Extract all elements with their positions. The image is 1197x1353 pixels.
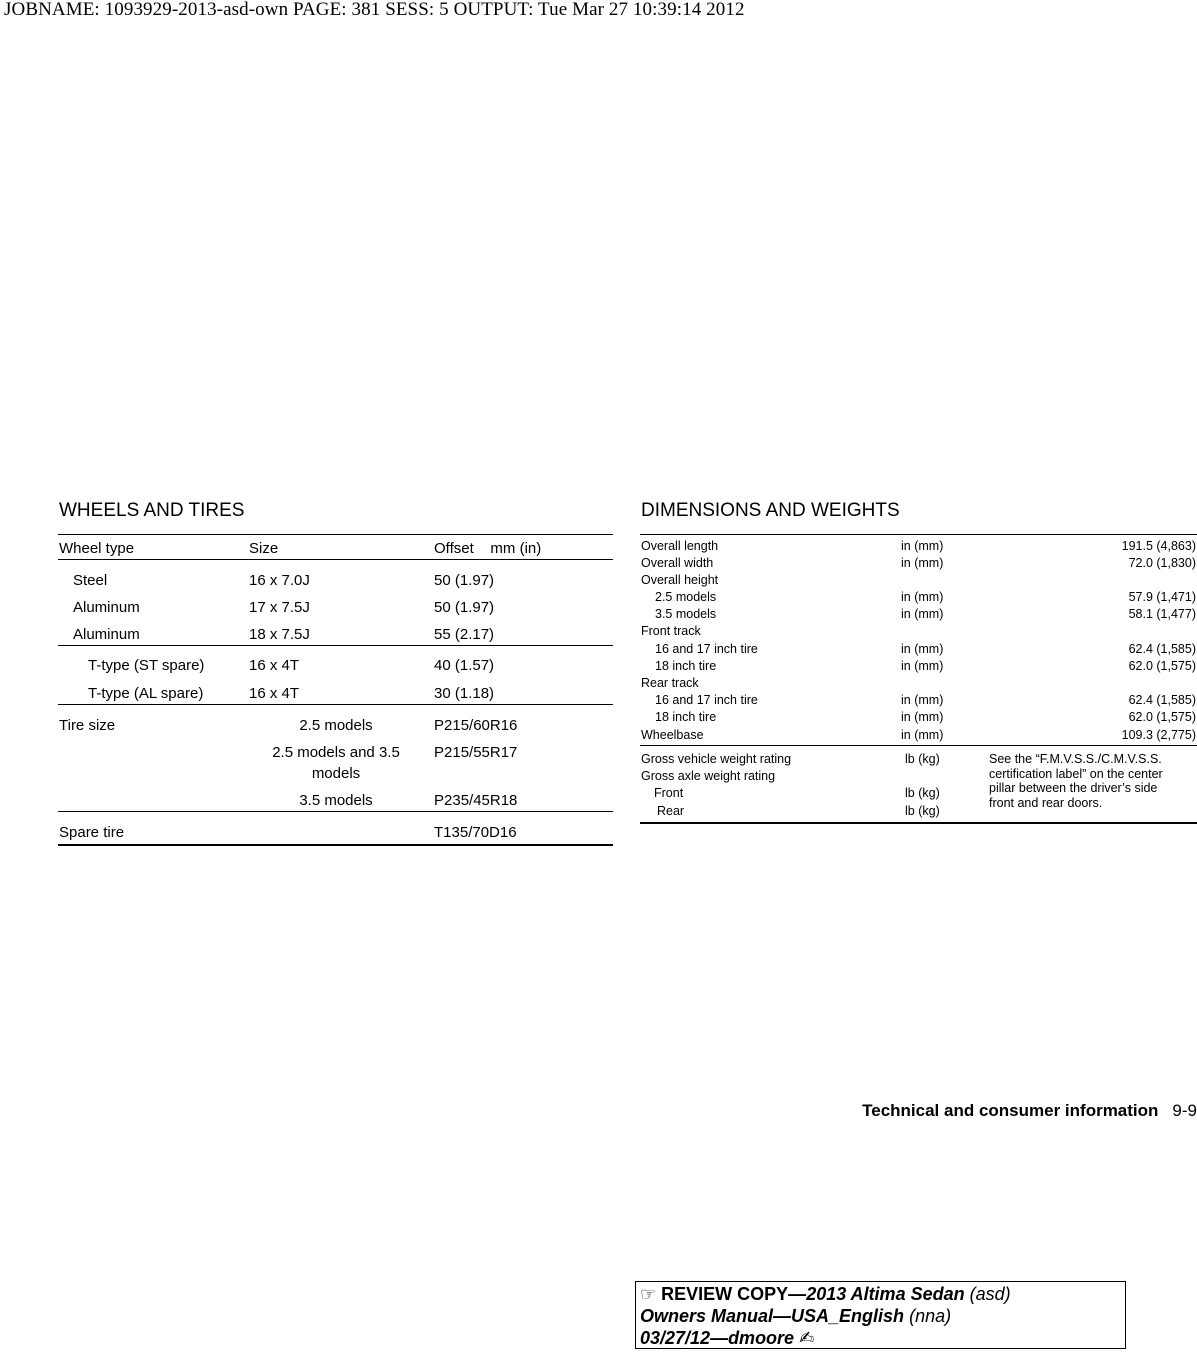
wheel-type-cell: Aluminum: [73, 599, 140, 616]
dim-label: 16 and 17 inch tire: [655, 642, 758, 656]
dimensions-weights-rule: [640, 745, 1197, 746]
wheel-size-cell: 16 x 4T: [249, 657, 300, 674]
tire-model-cell-cont: models: [311, 765, 361, 782]
review-copy-label: REVIEW COPY—: [661, 1284, 807, 1304]
pointing-hand-icon: ☞: [640, 1284, 657, 1304]
dim-label: 16 and 17 inch tire: [655, 693, 758, 707]
weights-note-line: See the “F.M.V.S.S./C.M.V.S.S.: [989, 752, 1162, 766]
tire-size-cell: P215/55R17: [434, 744, 518, 761]
dim-value: 57.9 (1,471): [1128, 590, 1196, 604]
page-number: 9-9: [1172, 1101, 1197, 1120]
dim-unit: in (mm): [901, 556, 944, 570]
wheel-type-cell: T-type (AL spare): [88, 685, 204, 702]
dim-label: 3.5 models: [655, 607, 717, 621]
wheel-type-cell: Steel: [73, 572, 108, 589]
dim-unit: in (mm): [901, 728, 944, 742]
tire-size-cell: P235/45R18: [434, 792, 518, 809]
dim-value: 62.0 (1,575): [1128, 710, 1196, 724]
writing-hand-icon: ✍: [799, 1328, 815, 1348]
dimensions-table-bottom-rule: [640, 822, 1197, 824]
dim-group-label: Overall height: [641, 573, 719, 587]
wheel-type-cell: T-type (ST spare): [88, 657, 205, 674]
wheels-header-rule: [58, 559, 613, 560]
review-line-1: [640, 1283, 1121, 1305]
dim-unit: in (mm): [901, 693, 944, 707]
wheel-offset-cell: 50 (1.97): [434, 572, 495, 589]
dim-unit: in (mm): [901, 539, 944, 553]
tire-model-cell: 3.5 models: [299, 792, 373, 809]
dim-unit: in (mm): [901, 642, 944, 656]
dim-label: Overall width: [641, 556, 714, 570]
dim-value: 72.0 (1,830): [1128, 556, 1196, 570]
wheel-size-cell: 16 x 7.0J: [249, 572, 310, 589]
review-date-author: 03/27/12—dmoore: [640, 1328, 795, 1348]
dim-label: 2.5 models: [655, 590, 717, 604]
wheel-type-cell: Aluminum: [73, 626, 140, 643]
dim-unit: in (mm): [901, 659, 944, 673]
col-header-size: Size: [249, 540, 279, 557]
wheel-offset-cell: 40 (1.57): [434, 657, 495, 674]
wheels-spare-tire-rule: [58, 811, 613, 812]
weights-note-line: pillar between the driver’s side: [989, 781, 1158, 795]
tire-size-label: Tire size: [59, 717, 116, 734]
wheel-offset-cell: 30 (1.18): [434, 685, 495, 702]
tire-size-cell: P215/60R16: [434, 717, 518, 734]
weight-label: Gross vehicle weight rating: [641, 752, 792, 766]
weight-label: Front: [654, 786, 684, 800]
weight-label: Rear: [657, 804, 685, 818]
dim-unit: in (mm): [901, 710, 944, 724]
wheel-size-cell: 16 x 4T: [249, 685, 300, 702]
review-region-code: (nna): [909, 1306, 952, 1326]
review-model-code: (asd): [969, 1284, 1011, 1304]
review-line-2: [640, 1305, 1121, 1327]
spare-tire-size: T135/70D16: [434, 824, 517, 841]
job-header: JOBNAME: 1093929-2013-asd-own PAGE: 381 SESS: 5 OUTPUT: Tue Mar 27 10:39:14 2012: [4, 0, 745, 20]
wheel-offset-cell: 50 (1.97): [434, 599, 495, 616]
weight-label: Gross axle weight rating: [641, 769, 776, 783]
wheels-table-top-rule: [58, 534, 613, 535]
dim-value: 62.4 (1,585): [1128, 642, 1196, 656]
review-copy-box: [635, 1281, 1126, 1349]
dim-value: 62.0 (1,575): [1128, 659, 1196, 673]
col-header-offset: Offset mm (in): [434, 540, 542, 557]
wheels-table-bottom-rule: [58, 844, 613, 846]
weights-note-line: certification label” on the center: [989, 767, 1163, 781]
review-manual: Owners Manual—USA_English: [640, 1306, 905, 1326]
footer-section-title: Technical and consumer information: [862, 1101, 1159, 1120]
tire-model-cell: 2.5 models: [299, 717, 373, 734]
review-model: 2013 Altima Sedan: [806, 1284, 965, 1304]
dim-group-label: Front track: [641, 624, 701, 638]
wheel-size-cell: 18 x 7.5J: [249, 626, 310, 643]
wheels-spare-rule: [58, 645, 613, 646]
dim-value: 62.4 (1,585): [1128, 693, 1196, 707]
wheel-size-cell: 17 x 7.5J: [249, 599, 310, 616]
dim-group-label: Rear track: [641, 676, 699, 690]
dim-value: 109.3 (2,775): [1121, 728, 1196, 742]
wheels-tires-title: WHEELS AND TIRES: [59, 500, 245, 521]
dimensions-table-top-rule: [640, 534, 1197, 535]
wheel-offset-cell: 55 (2.17): [434, 626, 495, 643]
dim-value: 191.5 (4,863): [1121, 539, 1196, 553]
dimensions-weights-title: DIMENSIONS AND WEIGHTS: [641, 500, 900, 521]
page-footer: [700, 1101, 1197, 1121]
dim-label: Wheelbase: [641, 728, 704, 742]
dim-label: 18 inch tire: [655, 710, 717, 724]
weight-unit: lb (kg): [905, 786, 940, 800]
wheels-tires-rule: [58, 704, 613, 705]
weight-unit: lb (kg): [905, 804, 940, 818]
review-line-3: [640, 1327, 1121, 1349]
dim-value: 58.1 (1,477): [1128, 607, 1196, 621]
dim-label: Overall length: [641, 539, 719, 553]
dim-label: 18 inch tire: [655, 659, 717, 673]
col-header-wheel-type: Wheel type: [59, 540, 135, 557]
spare-tire-label: Spare tire: [59, 824, 125, 841]
dim-unit: in (mm): [901, 607, 944, 621]
tire-model-cell: 2.5 models and 3.5: [272, 744, 400, 761]
weight-unit: lb (kg): [905, 752, 940, 766]
weights-note-line: front and rear doors.: [989, 796, 1103, 810]
dim-unit: in (mm): [901, 590, 944, 604]
